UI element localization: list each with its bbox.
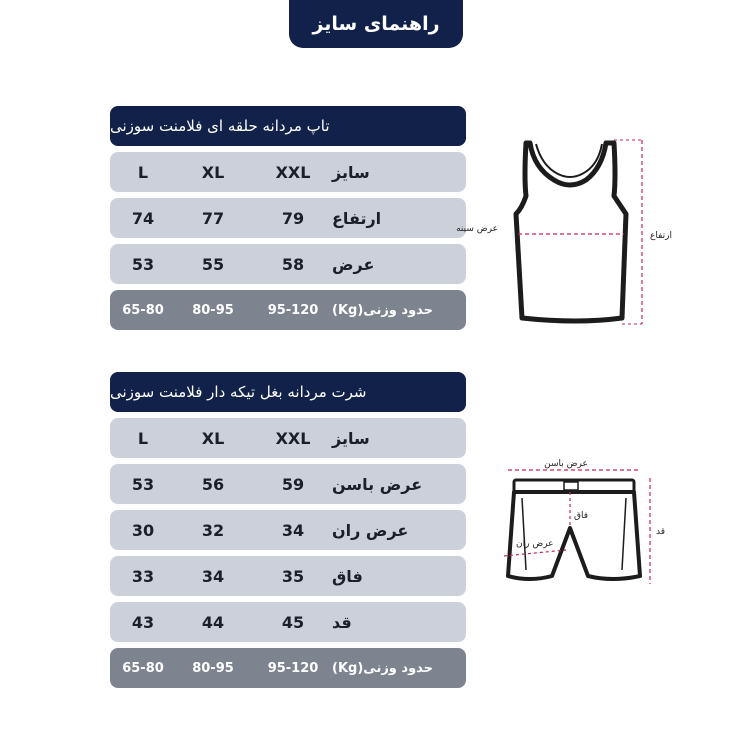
size-xxl: XXL: [275, 428, 311, 448]
value-xl: 55: [201, 254, 225, 274]
row-label: فاق: [332, 566, 363, 586]
row-label: ارتفاع: [332, 208, 382, 228]
value-xl: 32: [201, 520, 225, 540]
height-label: ارتفاع: [650, 231, 673, 241]
table-row: [110, 464, 466, 504]
length-label: قد: [656, 527, 666, 537]
tank-top-title: تاپ مردانه حلقه ای فلامنت سوزنی: [110, 106, 466, 146]
size-xl: XL: [201, 428, 225, 448]
weight-xl: 80-95: [192, 302, 234, 318]
table-row: [110, 244, 466, 284]
chest-label: عرض سینه: [456, 224, 498, 234]
value-xxl: 79: [281, 208, 305, 228]
hip-label: عرض باسن: [544, 459, 588, 469]
row-label: قد: [332, 612, 352, 632]
tank-top-diagram: [456, 128, 673, 338]
thigh-label: عرض ران: [516, 539, 554, 549]
value-xxl: 34: [281, 520, 305, 540]
shorts-diagram: [486, 458, 676, 603]
weight-row: [110, 290, 466, 330]
row-label: عرض ران: [332, 520, 409, 540]
size-xl: XL: [201, 162, 225, 182]
value-xl: 77: [201, 208, 225, 228]
shorts-table: [110, 372, 466, 688]
weight-l: 65-80: [122, 660, 164, 676]
value-xl: 56: [201, 474, 225, 494]
tank-top-table: [110, 106, 466, 330]
table-row: [110, 556, 466, 596]
value-xl: 44: [201, 612, 225, 632]
value-l: 53: [131, 474, 155, 494]
weight-xxl: 95-120: [267, 660, 319, 676]
value-l: 53: [131, 254, 155, 274]
table-row: [110, 510, 466, 550]
value-l: 43: [131, 612, 155, 632]
value-xxl: 59: [281, 474, 305, 494]
shorts-icon: [486, 458, 676, 603]
weight-xxl: 95-120: [267, 302, 319, 318]
table-row: [110, 198, 466, 238]
value-l: 33: [131, 566, 155, 586]
value-l: 74: [131, 208, 155, 228]
page-title: راهنمای سایز: [289, 0, 463, 48]
tank-top-icon: [456, 128, 673, 338]
rise-label: فاق: [574, 511, 589, 521]
size-header-row: [110, 418, 466, 458]
size-xxl: XXL: [275, 162, 311, 182]
weight-label: حدود وزنی(Kg): [332, 660, 434, 676]
weight-l: 65-80: [122, 302, 164, 318]
row-label: عرض: [332, 254, 375, 274]
value-l: 30: [131, 520, 155, 540]
value-xxl: 58: [281, 254, 305, 274]
shorts-title: شرت مردانه بغل تیکه دار فلامنت سوزنی: [110, 372, 466, 412]
weight-xl: 80-95: [192, 660, 234, 676]
value-xxl: 45: [281, 612, 305, 632]
size-l: L: [137, 428, 149, 448]
size-header-row: [110, 152, 466, 192]
row-label: عرض باسن: [332, 474, 423, 494]
size-label: سایز: [332, 162, 370, 182]
value-xl: 34: [201, 566, 225, 586]
weight-label: حدود وزنی(Kg): [332, 302, 434, 318]
size-label: سایز: [332, 428, 370, 448]
value-xxl: 35: [281, 566, 305, 586]
size-l: L: [137, 162, 149, 182]
table-row: [110, 602, 466, 642]
weight-row: [110, 648, 466, 688]
